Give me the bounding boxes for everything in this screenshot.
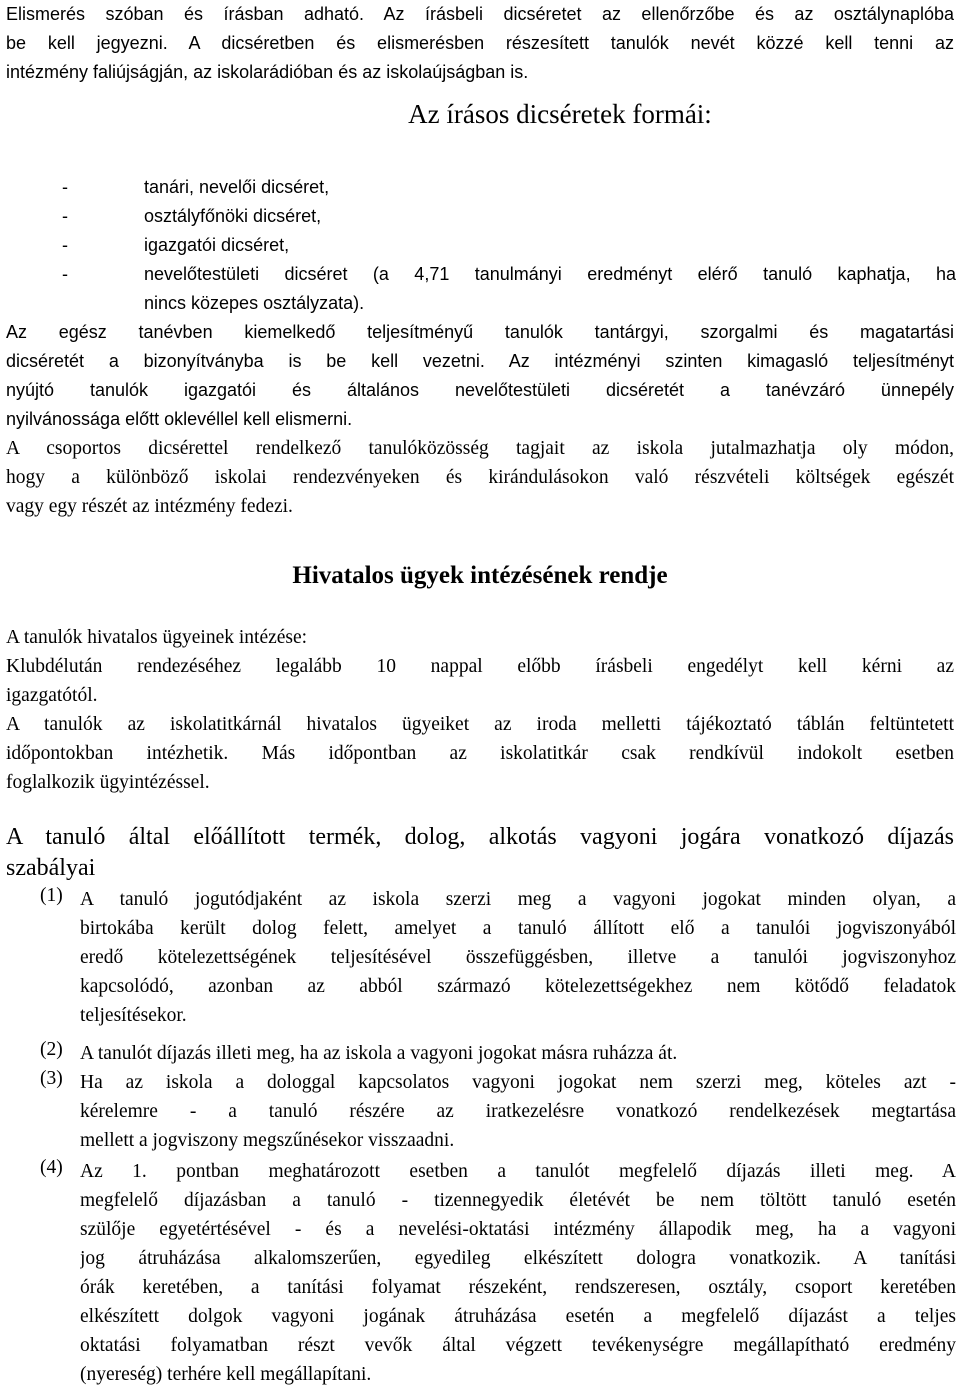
text-line: A tanulót díjazás illeti meg, ha az iskola a vagyoni jogokat másra ruházza át. xyxy=(80,1043,678,1064)
list-dash: - xyxy=(62,177,68,197)
text-line: (nyereség) terhére kell megállapítani. xyxy=(80,1364,372,1385)
numbered-item xyxy=(80,1039,956,1068)
intro-line: intézmény faliújságján, az iskolarádióban és az iskolaújságban is. xyxy=(6,62,529,82)
list-item: nevelőtestületi dicséret (a 4,71 tanulmányi eredményt elérő tanuló kaphatja, ha xyxy=(144,264,956,284)
text-line: Az 1. pontban meghatározott esetben a tanulót megfelelő díjazás illeti meg. A xyxy=(80,1161,956,1182)
text-line: Klubdélután rendezéséhez legalább 10 nappal előbb írásbeli engedélyt kell kérni az xyxy=(6,656,954,677)
list-item: osztályfőnöki dicséret, xyxy=(144,206,322,226)
intro-line: Elismerés szóban és írásban adható. Az írásbeli dicséretet az ellenőrzőbe és az osztálynaplóba xyxy=(6,4,954,24)
text-line: birtokába került dolog felett, amelyet a tanuló állított elő a tanulói jogviszonyából xyxy=(80,918,956,939)
list-dash: - xyxy=(62,206,68,226)
paragraph-group-praise xyxy=(6,434,954,521)
text-line: oktatási folyamatban részt vevők által végzett tevékenységre megállapítható eredmény xyxy=(80,1335,956,1356)
text-line: teljesítésekor. xyxy=(80,1005,187,1026)
text-line: kérelemre - a tanuló részére az iratkezelésre vonatkozó rendelkezések megtartása xyxy=(80,1101,956,1122)
text-line: mellett a jogviszony megszűnésekor visszaadni. xyxy=(80,1130,455,1151)
intro-line: be kell jegyezni. A dicséretben és elismerésben részesített tanulók nevét közzé kell tenni az xyxy=(6,33,954,53)
text-line: A csoportos dicsérettel rendelkező tanulóközösség tagjait az iskola jutalmazhatja oly módon, xyxy=(6,438,954,459)
item-number: (2) xyxy=(40,1039,63,1060)
numbered-item xyxy=(80,885,956,1030)
text-line: nyilvánossága előtt oklevéllel kell elismerni. xyxy=(6,409,353,429)
text-line: foglalkozik ügyintézéssel. xyxy=(6,772,210,793)
item-number: (1) xyxy=(40,885,63,906)
text-line: hogy a különböző iskolai rendezvényeken és kirándulásokon való részvételi költségek egészét xyxy=(6,467,954,488)
item-number: (3) xyxy=(40,1068,63,1089)
text-line: megfelelő díjazásban a tanuló - tizennegyedik életévét be nem töltött tanuló esetén xyxy=(80,1190,956,1211)
item-number: (4) xyxy=(40,1157,63,1178)
numbered-item xyxy=(80,1157,956,1389)
text-line: nyújtó tanulók igazgatói és általános nevelőtestületi dicséretét a tanévzáró ünnepély xyxy=(6,380,954,400)
text-line: jog átruházása alkalomszerűen, egyedileg elkészített dologra vonatkozik. A tanítási xyxy=(80,1248,956,1269)
official-affairs-body xyxy=(6,623,954,797)
text-line: dicséretét a bizonyítványba is be kell vezetni. Az intézményi szinten kimagasló teljesítményt xyxy=(6,351,954,371)
list-dash: - xyxy=(62,264,68,284)
text-line: eredő kötelezettségének teljesítésével összefüggésben, illetve a tanulói jogviszonyhoz xyxy=(80,947,956,968)
section-title-compensation xyxy=(6,822,954,884)
list-item-continuation: nincs közepes osztályzata). xyxy=(144,293,365,313)
text-line: Ha az iskola a dologgal kapcsolatos vagyoni jogokat nem szerzi meg, köteles azt - xyxy=(80,1072,956,1093)
section-title-line: szabályai xyxy=(6,855,96,881)
text-line: A tanuló jogutódjaként az iskola szerzi meg a vagyoni jogokat minden olyan, a xyxy=(80,889,956,910)
section-title-praise-forms: Az írásos dicséretek formái: xyxy=(408,99,712,129)
section-title-text: Hivatalos ügyek intézésének rendje xyxy=(292,562,668,589)
text-line: A tanulók az iskolatitkárnál hivatalos ügyeiket az iroda melletti tájékoztató táblán feltüntetett xyxy=(6,714,954,735)
list-item: igazgatói dicséret, xyxy=(144,235,290,255)
text-line: Az egész tanévben kiemelkedő teljesítményű tanulók tantárgyi, szorgalmi és magatartási xyxy=(6,322,954,342)
section-title-official-affairs xyxy=(0,560,960,591)
text-line: szülője egyetértésével - és a nevelési-oktatási intézmény állapodik meg, ha a vagyoni xyxy=(80,1219,956,1240)
paragraph-yearly-praise xyxy=(6,318,954,434)
text-line: időpontokban intézhetik. Más időpontban az iskolatitkár csak rendkívül indokolt esetben xyxy=(6,743,954,764)
text-line: elkészített dolgok vagyoni jogának átruházása esetén a megfelelő díjazást a teljes xyxy=(80,1306,956,1327)
list-item: tanári, nevelői dicséret, xyxy=(144,177,330,197)
text-line: A tanulók hivatalos ügyeinek intézése: xyxy=(6,627,308,648)
numbered-item xyxy=(80,1068,956,1155)
text-line: vagy egy részét az intézmény fedezi. xyxy=(6,496,293,517)
text-line: órák keretében, a tanítási folyamat részeként, rendszeresen, osztály, csoport keretében xyxy=(80,1277,956,1298)
intro-paragraph xyxy=(6,0,954,87)
list-dash: - xyxy=(62,235,68,255)
text-line: kapcsolódó, azonban az abból származó kötelezettségekhez nem kötődő feladatok xyxy=(80,976,956,997)
section-title-line: A tanuló által előállított termék, dolog, alkotás vagyoni jogára vonatkozó díjazás xyxy=(6,824,954,850)
text-line: igazgatótól. xyxy=(6,685,98,706)
